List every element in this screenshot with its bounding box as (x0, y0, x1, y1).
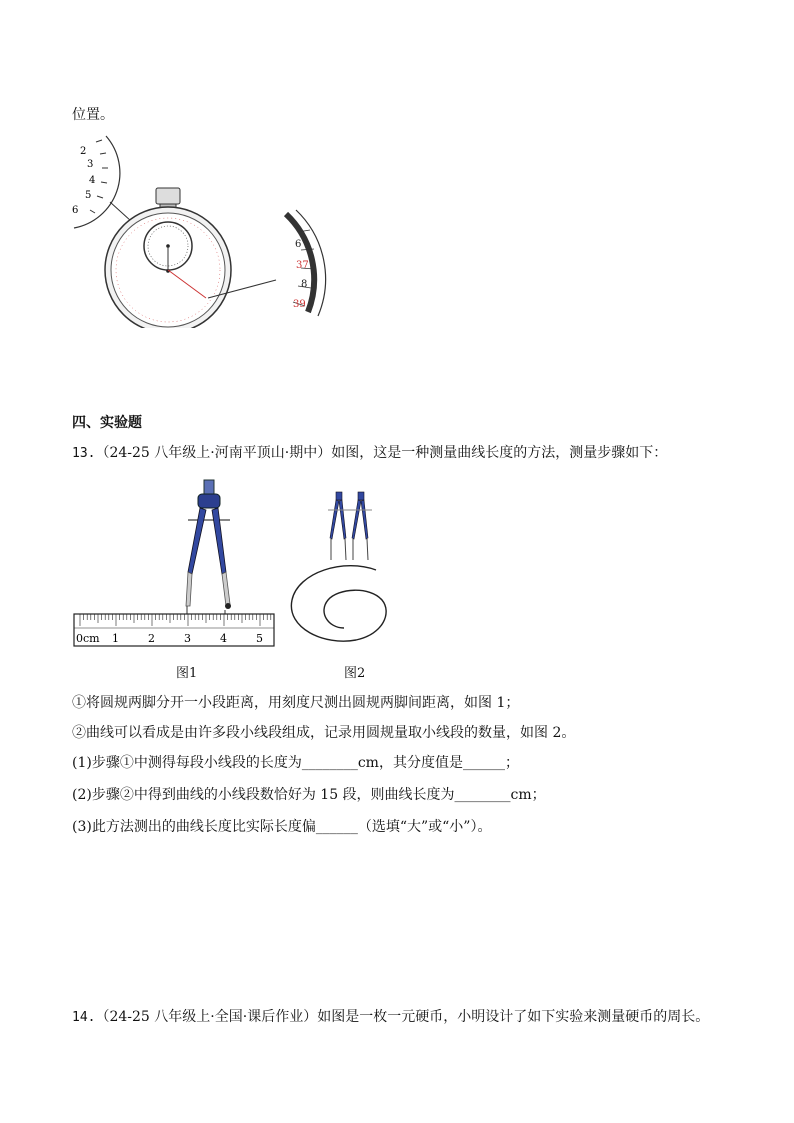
sub-question-1: (1)步骤①中测得每段小线段的长度为________cm，其分度值是______； (72, 755, 519, 771)
stopwatch-figure (60, 128, 350, 328)
ruler-label: 2 (148, 632, 155, 645)
question-source: （24-25 八年级上·全国·课后作业） (95, 1009, 318, 1025)
right-scale-label: 6 (295, 239, 302, 250)
figure-2-spiral (284, 488, 394, 648)
question-number: 13 (72, 446, 88, 461)
left-scale-label: 3 (87, 159, 94, 170)
right-scale-label: 37 (296, 260, 309, 271)
question-stem: 如图是一枚一元硬币，小明设计了如下实验来测量硬币的周长。 (317, 1009, 710, 1025)
question-stem: 如图，这是一种测量曲线长度的方法，测量步骤如下： (331, 445, 668, 461)
question-number: 14 (72, 1010, 88, 1025)
ruler-label: 5 (256, 632, 263, 645)
step-2: ②曲线可以看成是由许多段小线段组成，记录用圆规量取小线段的数量，如图 2。 (72, 725, 576, 741)
section-title: 四、实验题 (72, 415, 142, 431)
left-scale-label: 4 (89, 175, 96, 186)
figure-2-caption: 图2 (344, 666, 366, 681)
figure-1-compass-ruler (70, 476, 280, 652)
question-source: （24-25 八年级上·河南平顶山·期中） (95, 445, 332, 461)
sub-question-2: (2)步骤②中得到曲线的小线段数恰好为 15 段，则曲线长度为________cm； (72, 787, 546, 803)
question-13-stem: 13.（24-25 八年级上·河南平顶山·期中）如图，这是一种测量曲线长度的方法，测量步骤如下： (72, 445, 668, 461)
ruler-label: 3 (184, 632, 191, 645)
figure-1-caption: 图1 (176, 666, 198, 681)
sub-question-3: (3)此方法测出的曲线长度比实际长度偏______（选填“大”或“小”）。 (72, 819, 492, 835)
left-scale-label: 5 (85, 190, 92, 201)
ruler-label: 4 (220, 632, 227, 645)
left-scale-label: 6 (72, 205, 79, 216)
continuation-text: 位置。 (72, 107, 114, 123)
ruler-label: 0cm (76, 632, 100, 645)
ruler-label: 1 (112, 632, 119, 645)
left-scale-label: 2 (80, 146, 87, 157)
right-scale-label: 39 (293, 299, 306, 310)
step-1: ①将圆规两脚分开一小段距离，用刻度尺测出圆规两脚间距离，如图 1； (72, 695, 520, 711)
question-14-stem: 14.（24-25 八年级上·全国·课后作业）如图是一枚一元硬币，小明设计了如下实验来测量硬币的周长。 (72, 1009, 710, 1025)
right-scale-label: 8 (301, 279, 308, 290)
